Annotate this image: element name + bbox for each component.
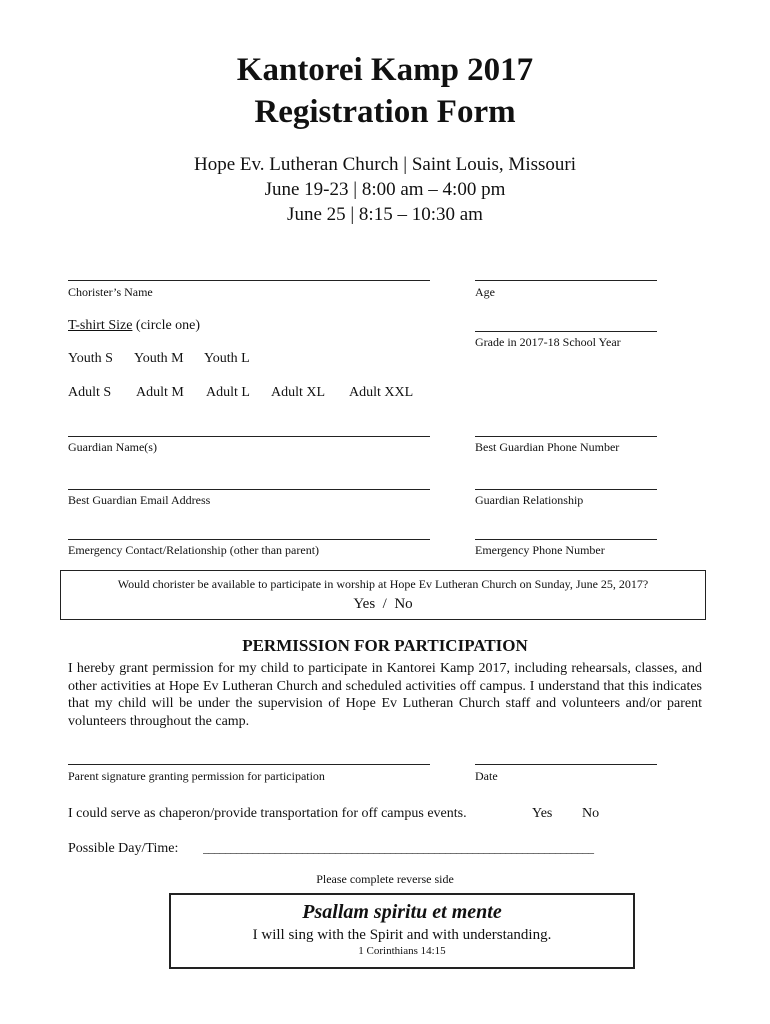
possible-daytime-blank[interactable]: _______________________________________________________________________ [203, 841, 594, 855]
size-youth-m[interactable]: Youth M [134, 351, 184, 366]
guardian-phone-line[interactable] [475, 436, 657, 437]
chaperon-no[interactable]: No [582, 806, 600, 821]
emergency-contact-line[interactable] [68, 539, 430, 540]
possible-daytime-label: Possible Day/Time: [68, 841, 179, 856]
event-location: Hope Ev. Lutheran Church | Saint Louis, Missouri [194, 154, 576, 175]
size-adult-l[interactable]: Adult L [206, 385, 250, 400]
size-youth-l[interactable]: Youth L [204, 351, 250, 366]
reverse-side-note: Please complete reverse side [316, 872, 454, 886]
size-adult-xxl[interactable]: Adult XXL [349, 385, 414, 400]
size-adult-xl[interactable]: Adult XL [271, 385, 326, 400]
age-label: Age [475, 285, 495, 299]
worship-question-box [60, 570, 706, 620]
emergency-phone-line[interactable] [475, 539, 657, 540]
guardian-names-line[interactable] [68, 436, 430, 437]
size-youth-s[interactable]: Youth S [68, 351, 113, 366]
form-title-line1: Kantorei Kamp 2017 [236, 52, 534, 88]
size-adult-s[interactable]: Adult S [68, 385, 112, 400]
tshirt-size-note: (circle one) [132, 318, 201, 333]
guardian-phone-label: Best Guardian Phone Number [475, 440, 620, 454]
date-label: Date [475, 769, 498, 783]
guardian-email-label: Best Guardian Email Address [68, 493, 211, 507]
size-adult-m[interactable]: Adult M [136, 385, 184, 400]
chorister-name-line[interactable] [68, 280, 430, 281]
emergency-phone-label: Emergency Phone Number [475, 543, 605, 557]
motto-latin: Psallam spiritu et mente [302, 901, 502, 923]
grade-label: Grade in 2017-18 School Year [475, 335, 621, 349]
date-line[interactable] [475, 764, 657, 765]
guardian-email-line[interactable] [68, 489, 430, 490]
chaperon-question: I could serve as chaperon/provide transportation for off campus events. [68, 806, 467, 821]
motto-reference: 1 Corinthians 14:15 [358, 945, 446, 957]
motto-box [169, 893, 635, 969]
parent-signature-line[interactable] [68, 764, 430, 765]
event-dates-week: June 19-23 | 8:00 am – 4:00 pm [264, 179, 506, 200]
tshirt-size-title: T-shirt Size [68, 318, 133, 333]
chaperon-yes[interactable]: Yes [532, 806, 553, 821]
age-line[interactable] [475, 280, 657, 281]
guardian-relationship-line[interactable] [475, 489, 657, 490]
guardian-relationship-label: Guardian Relationship [475, 493, 584, 507]
tshirt-size-label [68, 318, 200, 334]
emergency-contact-label: Emergency Contact/Relationship (other than parent) [68, 543, 320, 557]
worship-question: Would chorister be available to participate in worship at Hope Ev Lutheran Church on Sunday, June 25, 2017? [117, 577, 649, 591]
event-dates-sunday: June 25 | 8:15 – 10:30 am [287, 204, 483, 225]
guardian-names-label: Guardian Name(s) [68, 440, 157, 454]
form-title-line2: Registration Form [254, 94, 516, 130]
chorister-name-label: Chorister’s Name [68, 285, 153, 299]
permission-heading: PERMISSION FOR PARTICIPATION [242, 636, 528, 655]
worship-answer[interactable]: Yes / No [353, 596, 413, 612]
motto-english: I will sing with the Spirit and with understanding. [252, 927, 552, 943]
parent-signature-label: Parent signature granting permission for participation [68, 769, 325, 783]
permission-text: I hereby grant permission for my child to participate in Kantorei Kamp 2017, including rehearsals, classes, and other activities at Hope Ev Lutheran Church and scheduled activities off campus. I understand that this indicates that my child will be under the supervision of Hope Ev Lutheran Church staff and volunteers and/or parent volunteers throughout the camp. [68, 661, 702, 729]
grade-line[interactable] [475, 331, 657, 332]
